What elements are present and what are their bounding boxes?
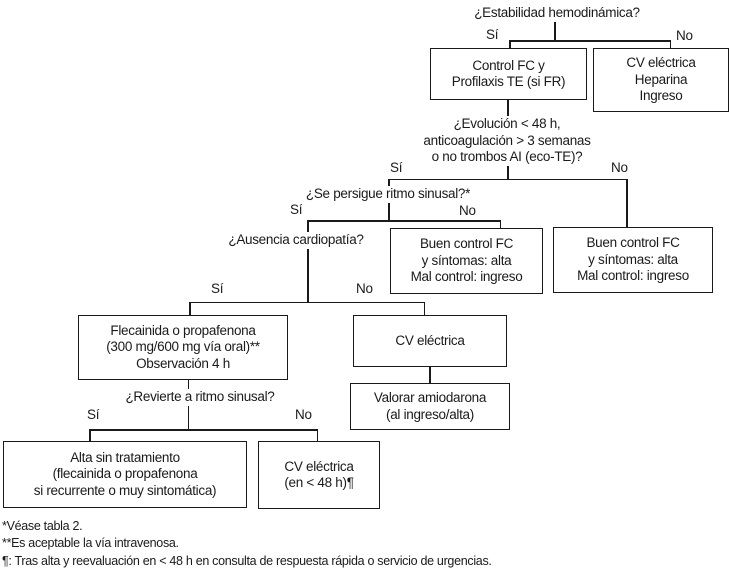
box-alta-sin-tratamiento [3, 441, 247, 508]
box-buen-control-der-line3: Mal control: ingreso [577, 268, 689, 284]
label-no-revierte: No [295, 407, 312, 422]
label-si-persigue: Sí [290, 202, 303, 217]
label-si-ausencia: Sí [211, 281, 224, 296]
box-alta-line1: Alta sin tratamiento [70, 449, 180, 465]
branch-line [89, 429, 318, 431]
box-cv-electrica-line1: CV eléctrica [395, 332, 465, 348]
box-buen-control-izquierda [390, 228, 543, 294]
box-cv-heparina-line2: Heparina [634, 71, 688, 87]
box-cv-electrica [353, 315, 507, 367]
connector-line [429, 367, 431, 384]
question-evolucion [397, 116, 617, 166]
question-evolucion-line2: anticoagulación > 3 semanas [423, 132, 591, 148]
question-evolucion-line1: ¿Evolución < 48 h, [453, 116, 561, 131]
branch-line [189, 302, 425, 304]
box-alta-line2: (flecainida o propafenona [52, 466, 198, 482]
question-persigue-ritmo-sinusal: ¿Se persigue ritmo sinusal?* [283, 186, 493, 203]
question-evolucion-line3: o no trombos AI (eco-TE)? [431, 149, 583, 164]
box-buen-control-izq-line2: y síntomas: alta [421, 252, 512, 268]
question-estabilidad-hemodinamica: ¿Estabilidad hemodinámica? [437, 5, 677, 22]
footnote-via-intravenosa: **Es aceptable la vía intravenosa. [2, 536, 179, 551]
connector-line [189, 302, 191, 316]
branch-line [509, 40, 671, 42]
box-valorar-amiodarona [350, 383, 510, 430]
box-buen-control-izq-line1: Buen control FC [419, 236, 514, 252]
box-flecainida-line3: Observación 4 h [136, 355, 230, 371]
branch-line [388, 179, 627, 181]
box-cv-electrica-heparina-ingreso [593, 48, 729, 112]
box-valorar-amiodarona-line2: (al ingreso/alta) [386, 406, 474, 422]
box-flecainida-line1: Flecainida o propafenona [110, 322, 256, 338]
box-alta-line3: si recurrente o muy sintomática) [33, 482, 217, 498]
box-cv-48h-line1: CV eléctrica [284, 458, 354, 474]
box-control-fc-line2: Profilaxis TE (si FR) [451, 74, 566, 89]
box-buen-control-izq-line3: Mal control: ingreso [410, 269, 523, 285]
box-flecainida-line2: (300 mg/600 mg vía oral)** [106, 339, 260, 355]
footnotes [2, 518, 492, 570]
question-ausencia-cardiopatia: ¿Ausencia cardiopatía? [208, 232, 384, 249]
box-valorar-amiodarona-line1: Valorar amiodarona [373, 390, 487, 405]
connector-line [554, 21, 556, 41]
box-control-fc-line1: Control FC y [472, 57, 545, 73]
box-cv-heparina-line3: Ingreso [639, 88, 683, 104]
label-no-ausencia: No [356, 281, 373, 296]
footnote-tras-alta: ¶: Tras alta y reevaluación en < 48 h en consulta de respuesta rápida o servicio de urgencias. [2, 553, 492, 568]
box-flecainida-propafenona [78, 315, 288, 380]
branch-line [307, 220, 501, 222]
label-si-evolucion: Sí [390, 160, 403, 175]
box-buen-control-der-line1: Buen control FC [586, 235, 680, 251]
connector-line [626, 179, 628, 228]
box-buen-control-derecha [553, 227, 713, 293]
label-no-evolucion: No [611, 160, 628, 175]
box-control-fc-profilaxis [430, 48, 587, 100]
label-no-estabilidad: No [676, 28, 693, 43]
box-cv-heparina-line1: CV eléctrica [626, 55, 696, 71]
footnote-vease-tabla: *Véase tabla 2. [2, 519, 83, 533]
box-cv-electrica-48h [258, 441, 380, 509]
label-no-persigue: No [459, 203, 476, 218]
question-revierte-ritmo-sinusal: ¿Revierte a ritmo sinusal? [103, 389, 297, 406]
box-buen-control-der-line2: y síntomas: alta [588, 251, 678, 267]
box-cv-48h-line2: (en < 48 h)¶ [284, 475, 354, 490]
label-si-revierte: Sí [87, 407, 100, 422]
label-si-estabilidad: Sí [486, 27, 499, 42]
connector-line [424, 302, 426, 316]
